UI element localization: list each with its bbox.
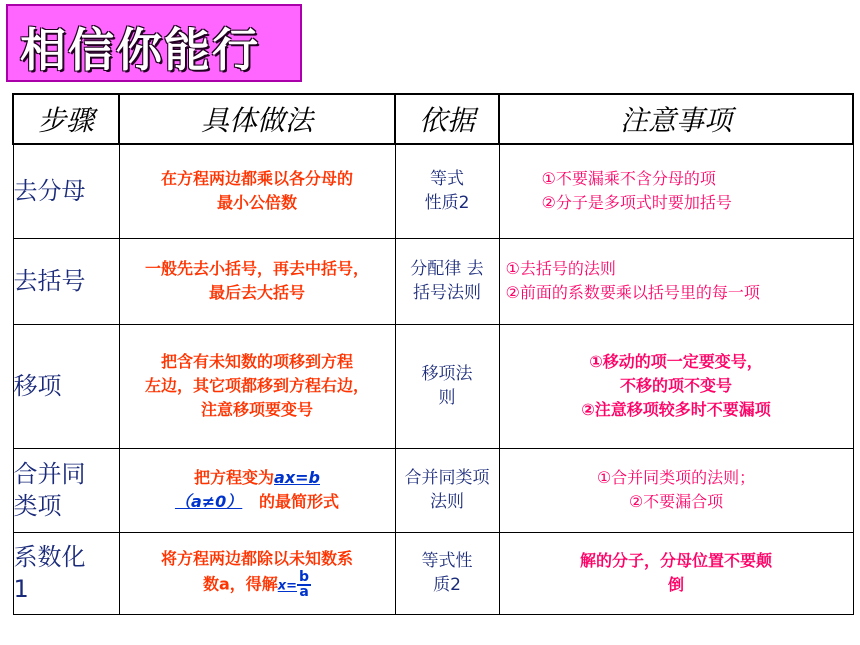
method-line bbox=[120, 571, 395, 599]
method-line: 在方程两边都乘以各分母的 bbox=[160, 169, 353, 189]
fraction-numerator: b bbox=[299, 569, 310, 585]
header-row bbox=[13, 94, 853, 144]
method-cell bbox=[119, 532, 395, 614]
method-text: 把方程变为 bbox=[194, 468, 275, 487]
step-line: 系数化 bbox=[13, 543, 86, 571]
method-line: 左边，其它项都移到方程右边， bbox=[144, 376, 369, 395]
note-line: 解的分子，分母位置不要颠 bbox=[579, 551, 772, 570]
basis-cell bbox=[395, 448, 499, 532]
solution-fraction bbox=[297, 571, 311, 599]
method-line: 最后去大括号 bbox=[208, 283, 305, 302]
method-text: 的最简形式 bbox=[259, 492, 340, 511]
notes-cell bbox=[499, 532, 853, 614]
page-title: 相信你能行 bbox=[20, 23, 260, 77]
step-line: 合并同 bbox=[13, 460, 86, 488]
condition: （a≠0） bbox=[174, 492, 243, 511]
method-cell bbox=[119, 448, 395, 532]
step-cell: 去括号 bbox=[13, 238, 119, 324]
header-method: 具体做法 bbox=[119, 94, 395, 144]
title-banner bbox=[6, 4, 302, 82]
solution-var: x= bbox=[277, 578, 298, 594]
note-line: ②不要漏合项 bbox=[628, 492, 724, 511]
basis-cell bbox=[395, 324, 499, 448]
basis-line: 移项法 bbox=[421, 364, 473, 384]
method-line: 一般先去小括号，再去中括号， bbox=[144, 259, 369, 278]
equation-form: ax=b bbox=[274, 468, 320, 487]
method-line bbox=[120, 466, 395, 490]
step-cell: 去分母 bbox=[13, 144, 119, 238]
method-cell bbox=[119, 324, 395, 448]
table-row bbox=[13, 448, 853, 532]
table-row bbox=[13, 324, 853, 448]
step-line: 1 bbox=[13, 575, 29, 603]
notes-cell bbox=[499, 238, 853, 324]
step-line: 类项 bbox=[13, 492, 62, 520]
method-text: 数a，得解 bbox=[202, 574, 278, 594]
header-basis: 依据 bbox=[395, 94, 499, 144]
method-line: 最小公倍数 bbox=[216, 193, 297, 213]
table-row bbox=[13, 238, 853, 324]
note-line: 倒 bbox=[667, 575, 684, 594]
method-line: 注意移项要变号 bbox=[200, 400, 313, 419]
basis-line: 合并同类项 bbox=[404, 468, 490, 488]
method-line: 把含有未知数的项移到方程 bbox=[160, 352, 353, 371]
method-line: 将方程两边都除以未知数系 bbox=[160, 549, 353, 568]
steps-table bbox=[12, 93, 854, 615]
note-line: ①合并同类项的法则； bbox=[596, 468, 756, 487]
method-cell bbox=[119, 144, 395, 238]
notes-cell bbox=[499, 144, 853, 238]
header-notes: 注意事项 bbox=[499, 94, 853, 144]
basis-line: 等式性 bbox=[421, 551, 473, 571]
note-line: ②前面的系数要乘以括号里的每一项 bbox=[505, 283, 760, 302]
basis-line: 分配律 去 bbox=[410, 259, 484, 279]
note-line: ②注意移项较多时不要漏项 bbox=[581, 400, 771, 419]
fraction-denominator: a bbox=[299, 584, 309, 600]
notes-cell bbox=[499, 448, 853, 532]
basis-line: 等式 bbox=[430, 169, 464, 190]
basis-cell bbox=[395, 532, 499, 614]
table-row bbox=[13, 532, 853, 614]
basis-line: 性质2 bbox=[424, 193, 470, 214]
basis-line: 质2 bbox=[433, 575, 461, 595]
note-line: ②分子是多项式时要加括号 bbox=[541, 193, 732, 213]
method-line bbox=[120, 490, 395, 514]
note-line: ①去括号的法则 bbox=[505, 259, 616, 278]
note-line: ①移动的项一定要变号， bbox=[589, 352, 763, 371]
basis-cell bbox=[395, 144, 499, 238]
basis-line: 法则 bbox=[430, 492, 464, 512]
header-step: 步骤 bbox=[13, 94, 119, 144]
step-cell bbox=[13, 532, 119, 614]
basis-cell bbox=[395, 238, 499, 324]
notes-cell bbox=[499, 324, 853, 448]
note-line: ①不要漏乘不含分母的项 bbox=[541, 169, 716, 189]
basis-line: 括号法则 bbox=[413, 283, 481, 303]
table-row bbox=[13, 144, 853, 238]
basis-line: 则 bbox=[438, 388, 456, 408]
step-cell bbox=[13, 448, 119, 532]
note-line: 不移的项不变号 bbox=[619, 376, 732, 395]
method-cell bbox=[119, 238, 395, 324]
step-cell: 移项 bbox=[13, 324, 119, 448]
